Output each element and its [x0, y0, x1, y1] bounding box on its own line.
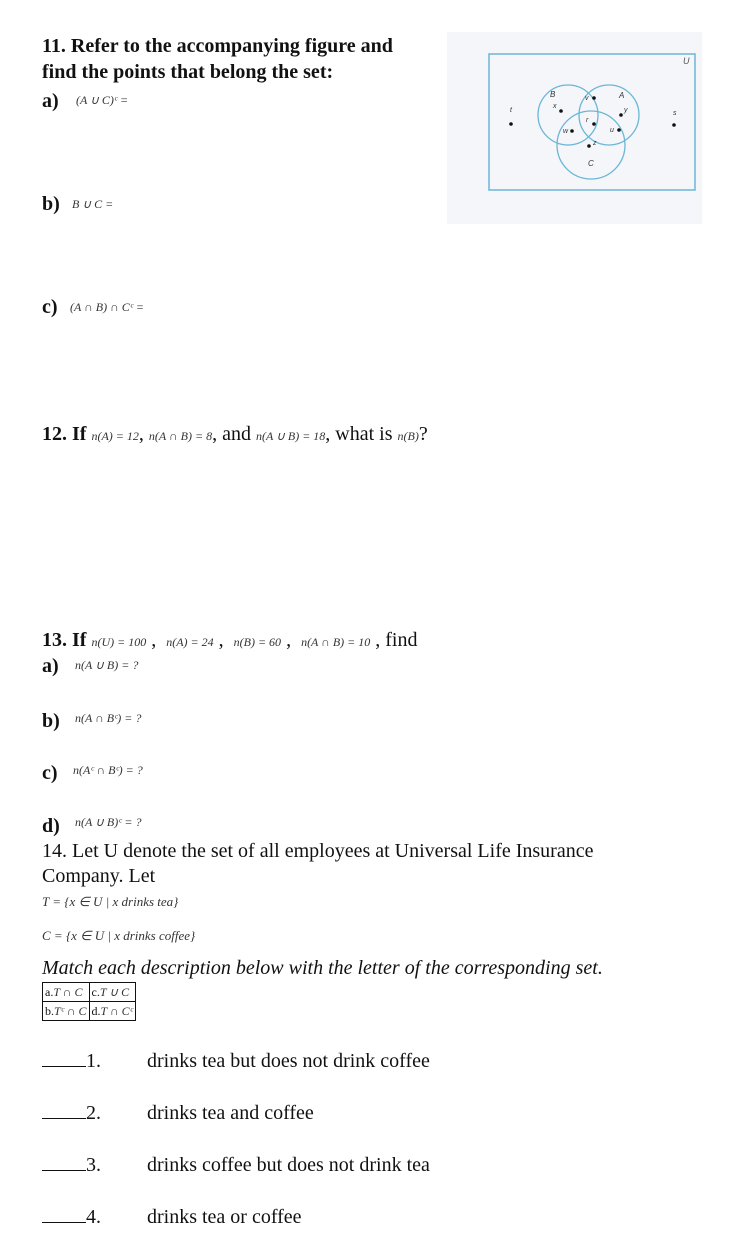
point-w-label: w — [563, 128, 569, 135]
point-x — [559, 109, 563, 113]
q13-b-expr: n(A ∩ Bᶜ) = ? — [75, 711, 142, 725]
q13-d-label: d) — [42, 815, 60, 837]
match-item-1-text: drinks tea but does not drink coffee — [147, 1050, 430, 1072]
table-row — [43, 1002, 136, 1021]
answer-options-table — [42, 982, 136, 1021]
option-c — [89, 983, 135, 1002]
q14-line2: Company. Let — [42, 865, 156, 887]
q13-comma-3: , — [286, 629, 292, 651]
point-z-label: z — [593, 140, 597, 147]
venn-diagram-figure — [447, 32, 702, 224]
q13-b-label: b) — [42, 710, 60, 732]
q13-comma-2: , — [218, 629, 224, 651]
q13-c-expr: n(Aᶜ ∩ Bᶜ) = ? — [73, 763, 143, 777]
option-letter: d. — [91, 1003, 101, 1018]
q12-comma: , — [138, 423, 144, 445]
match-item-3-text: drinks coffee but does not drink tea — [147, 1154, 430, 1176]
option-set: T ∩ C — [53, 984, 83, 999]
q11-heading-line1: 11. Refer to the accompanying figure and — [42, 35, 393, 57]
point-y — [619, 113, 623, 117]
q14-t-definition: T = {x ∈ U | x drinks tea} — [42, 894, 179, 909]
item-number: 4. — [86, 1206, 101, 1228]
q13-prefix: 13. If — [42, 629, 87, 651]
q13-n-a: n(A) = 24 — [166, 635, 214, 649]
set-label-b: B — [550, 90, 556, 99]
option-set: T ∩ Cᶜ — [100, 1003, 133, 1018]
universe-box — [489, 54, 695, 190]
q11-heading-line2: find the points that belong the set: — [42, 61, 334, 83]
match-item-2-text: drinks tea and coffee — [147, 1102, 314, 1124]
point-t — [509, 122, 513, 126]
item-number: 1. — [86, 1050, 101, 1072]
option-set: Tᶜ ∩ C — [54, 1003, 87, 1018]
q14-c-definition: C = {x ∈ U | x drinks coffee} — [42, 928, 196, 943]
point-y-label: y — [624, 107, 628, 114]
option-letter: b. — [45, 1003, 54, 1018]
point-v — [592, 96, 596, 100]
q13-n-u: n(U) = 100 — [91, 635, 147, 649]
match-item-4 — [42, 1206, 101, 1229]
point-v-label: v — [585, 95, 589, 102]
option-letter: c. — [91, 984, 100, 999]
set-label-a: A — [619, 91, 625, 100]
option-letter: a. — [45, 984, 54, 999]
point-z — [587, 144, 591, 148]
point-s-label: s — [673, 110, 677, 117]
q12-n-a: n(A) = 12 — [91, 429, 139, 443]
q12-line — [42, 423, 428, 446]
q11-c-label: c) — [42, 296, 58, 318]
circle-a — [579, 85, 639, 145]
point-r-label: r — [586, 117, 589, 124]
option-a — [43, 983, 90, 1002]
q12-n-b: n(B) — [397, 429, 419, 443]
q14-instruction: Match each description below with the letter of the corresponding set. — [42, 957, 603, 979]
point-u-label: u — [610, 127, 614, 134]
item-number: 2. — [86, 1102, 101, 1124]
option-set: T ∪ C — [99, 984, 130, 999]
q11-a-expr: (A ∪ C)ᶜ = — [76, 93, 129, 107]
q12-question: , what is — [325, 423, 393, 445]
point-w — [570, 129, 574, 133]
universe-label: U — [683, 56, 690, 66]
option-d — [89, 1002, 135, 1021]
q13-a-expr: n(A ∪ B) = ? — [75, 658, 139, 672]
item-number: 3. — [86, 1154, 101, 1176]
set-label-c: C — [588, 159, 594, 168]
match-item-3 — [42, 1154, 101, 1177]
q13-comma-1: , — [151, 629, 157, 651]
q13-c-label: c) — [42, 762, 58, 784]
answer-blank-4[interactable] — [42, 1206, 86, 1223]
q12-prefix: 12. If — [42, 423, 87, 445]
answer-blank-3[interactable] — [42, 1154, 86, 1171]
match-item-1 — [42, 1050, 101, 1073]
q14-line1: 14. Let U denote the set of all employees at Universal Life Insurance — [42, 840, 594, 862]
table-row — [43, 983, 136, 1002]
q13-d-expr: n(A ∪ B)ᶜ = ? — [75, 815, 142, 829]
q12-mid: , and — [212, 423, 251, 445]
point-r — [592, 122, 596, 126]
q13-a-label: a) — [42, 655, 59, 677]
circle-b — [538, 85, 598, 145]
q11-c-expr: (A ∩ B) ∩ Cᶜ = — [70, 300, 145, 314]
q13-n-anb: n(A ∩ B) = 10 — [301, 635, 371, 649]
venn-diagram — [447, 32, 702, 224]
q12-end: ? — [418, 423, 428, 445]
q12-n-anb: n(A ∩ B) = 8 — [148, 429, 213, 443]
q11-b-label: b) — [42, 193, 60, 215]
match-item-2 — [42, 1102, 101, 1125]
point-u — [617, 128, 621, 132]
match-item-4-text: drinks tea or coffee — [147, 1206, 302, 1228]
point-t-label: t — [510, 107, 512, 114]
q11-a-label: a) — [42, 90, 59, 112]
point-s — [672, 123, 676, 127]
q11-b-expr: B ∪ C = — [72, 197, 114, 211]
q13-find: , find — [375, 629, 418, 651]
point-x-label: x — [553, 103, 557, 110]
q12-n-aub: n(A ∪ B) = 18 — [255, 429, 326, 443]
q13-n-b: n(B) = 60 — [233, 635, 282, 649]
answer-blank-2[interactable] — [42, 1102, 86, 1119]
q13-line — [42, 629, 417, 652]
option-b — [43, 1002, 90, 1021]
answer-blank-1[interactable] — [42, 1050, 86, 1067]
